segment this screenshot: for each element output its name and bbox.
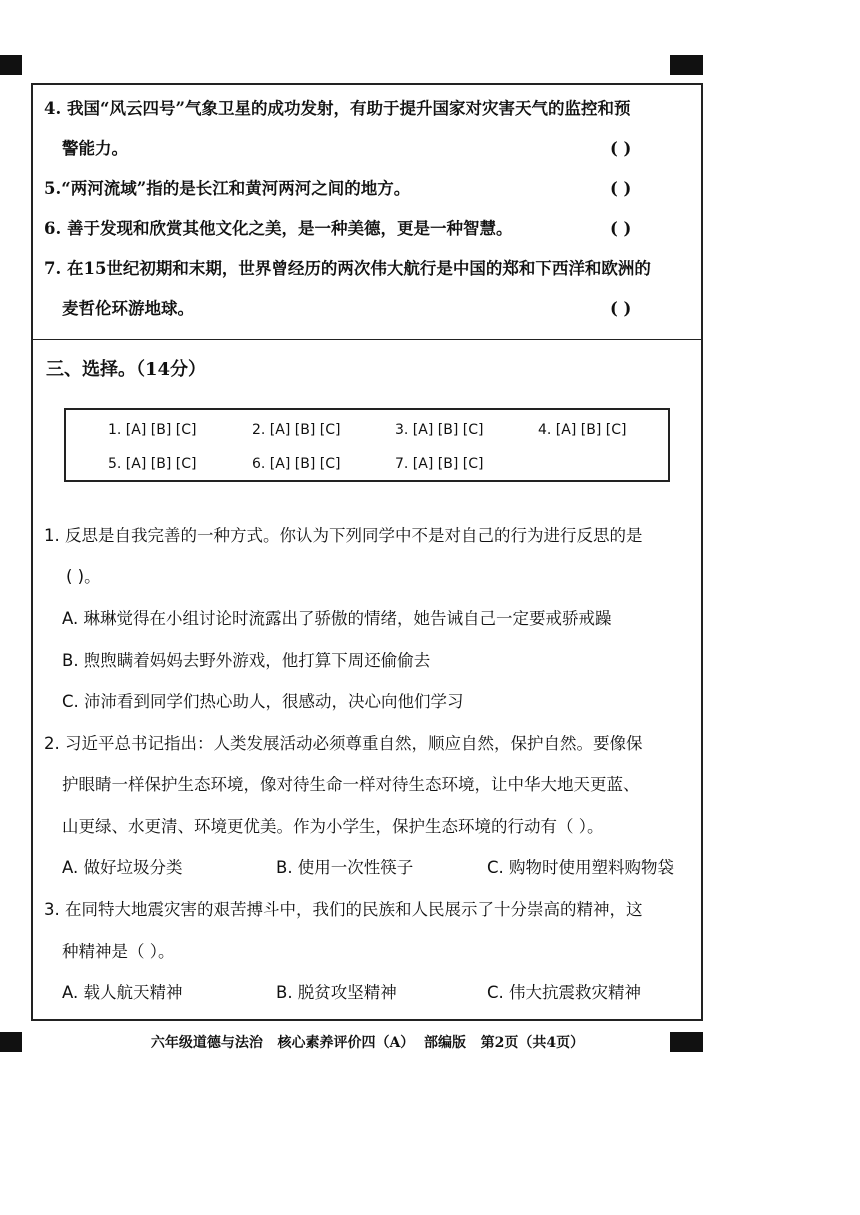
judge-item-6-answer-blank[interactable]: ( )	[610, 219, 632, 238]
answer-choice-3[interactable]: 3. [A] [B] [C]	[395, 422, 484, 438]
judge-item-7-line1: 7. 在15世纪初期和末期，世界曾经历的两次伟大航行是中国的郑和下西洋和欧洲的	[44, 259, 651, 278]
question-2-stem-line1: 2. 习近平总书记指出：人类发展活动必须尊重自然，顺应自然，保护自然。要像保	[44, 734, 643, 753]
judge-item-6: 6. 善于发现和欣赏其他文化之美，是一种美德，更是一种智慧。	[44, 219, 513, 238]
judge-item-5: 5.“两河流域”指的是长江和黄河两河之间的地方。	[44, 179, 411, 198]
answer-choice-5[interactable]: 5. [A] [B] [C]	[108, 456, 197, 472]
question-2-option-a[interactable]: A. 做好垃圾分类	[62, 858, 183, 877]
answer-choice-6[interactable]: 6. [A] [B] [C]	[252, 456, 341, 472]
question-3-stem-line2[interactable]: 种精神是（ ）。	[62, 942, 175, 961]
question-1-option-c[interactable]: C. 沛沛看到同学们热心助人，很感动，决心向他们学习	[62, 692, 464, 711]
answer-choice-7[interactable]: 7. [A] [B] [C]	[395, 456, 484, 472]
judge-item-4-line2: 警能力。	[62, 139, 128, 158]
question-3-stem-line1: 3. 在同特大地震灾害的艰苦搏斗中，我们的民族和人民展示了十分崇高的精神，这	[44, 900, 643, 919]
judge-item-5-answer-blank[interactable]: ( )	[610, 179, 632, 198]
corner-mark-top-right	[670, 55, 703, 75]
question-1-stem: 1. 反思是自我完善的一种方式。你认为下列同学中不是对自己的行为进行反思的是	[44, 526, 643, 545]
question-2-option-c[interactable]: C. 购物时使用塑料购物袋	[487, 858, 675, 877]
answer-choice-1[interactable]: 1. [A] [B] [C]	[108, 422, 197, 438]
question-3-option-a[interactable]: A. 载人航天精神	[62, 983, 183, 1002]
judge-item-7-answer-blank[interactable]: ( )	[610, 299, 632, 318]
corner-mark-top-left	[0, 55, 22, 75]
question-1-option-a[interactable]: A. 琳琳觉得在小组讨论时流露出了骄傲的情绪，她告诫自己一定要戒骄戒躁	[62, 609, 612, 628]
question-3-option-b[interactable]: B. 脱贫攻坚精神	[276, 983, 397, 1002]
answer-sheet-grid	[64, 408, 670, 482]
question-2-stem-line3[interactable]: 山更绿、水更清、环境更优美。作为小学生，保护生态环境的行动有（ ）。	[62, 817, 604, 836]
section-3-title: 三、选择。（14分）	[46, 359, 207, 380]
question-3-option-c[interactable]: C. 伟大抗震救灾精神	[487, 983, 642, 1002]
judge-item-4-answer-blank[interactable]: ( )	[610, 139, 632, 158]
answer-choice-4[interactable]: 4. [A] [B] [C]	[538, 422, 627, 438]
question-1-option-b[interactable]: B. 煦煦瞒着妈妈去野外游戏，他打算下周还偷偷去	[62, 651, 431, 670]
judge-item-7-line2: 麦哲伦环游地球。	[62, 299, 194, 318]
page-footer: 六年级道德与法治 核心素养评价四（A） 部编版 第2页（共4页）	[150, 1035, 585, 1051]
question-2-option-b[interactable]: B. 使用一次性筷子	[276, 858, 414, 877]
judge-item-4-line1: 4. 我国“风云四号”气象卫星的成功发射，有助于提升国家对灾害天气的监控和预	[44, 99, 631, 118]
question-1-answer-blank[interactable]: ( )。	[66, 567, 101, 586]
question-2-stem-line2: 护眼睛一样保护生态环境，像对待生命一样对待生态环境，让中华大地天更蓝、	[62, 775, 640, 794]
answer-choice-2[interactable]: 2. [A] [B] [C]	[252, 422, 341, 438]
